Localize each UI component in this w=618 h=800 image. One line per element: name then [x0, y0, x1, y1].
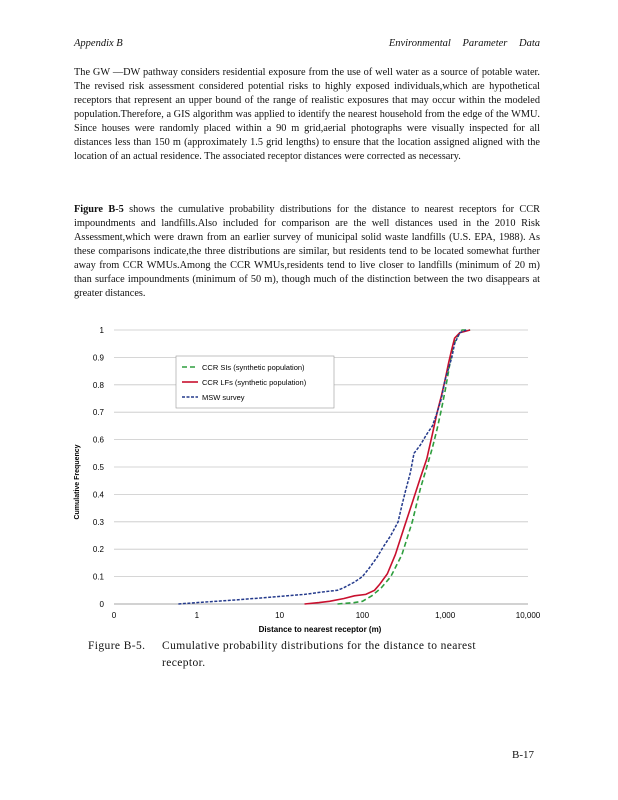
x-tick-label: 1,000: [435, 611, 456, 620]
y-tick-label: 1: [99, 326, 104, 335]
figure-reference: Figure B-5: [74, 204, 124, 215]
y-tick-label: 0.7: [92, 408, 104, 418]
x-tick-label: 1: [194, 611, 200, 620]
y-tick-label: 0.9: [92, 353, 104, 363]
legend-entry: CCR LFs (synthetic population): [202, 378, 307, 387]
paragraph-1: The GW —DW pathway considers residential exposure from the use of well water as a source of potable water. The revised risk assessment considered potential risks to highly exposed individuals,which are hypothetical receptors that represent an upper bound of the range of realistic exposures that may occur within the modeled population.Therefore, a GIS algorithm was applied to identify the nearest household from the edge of the WMU. Since houses were randomly placed within a 90 m grid,aerial photographs were visually inspected for all distances less than 150 m (approximately 1.5 grid lengths) to ensure that the location assigned aligned with the location of an actual residence. The associated receptor distances were corrected as necessary.: [74, 67, 540, 162]
y-tick-label: 0: [99, 600, 104, 609]
page-number: B-17: [512, 749, 534, 761]
x-tick-label: 10,000: [515, 611, 541, 620]
caption-line-2: receptor.: [162, 657, 206, 669]
y-tick-label: 0.4: [92, 490, 104, 500]
paragraph-2: [74, 203, 540, 301]
y-tick-label: 0.3: [92, 517, 104, 527]
y-tick-label: 0.1: [92, 572, 104, 582]
x-tick-label: 100: [355, 611, 370, 620]
legend-entry: MSW survey: [202, 393, 245, 402]
y-tick-label: 0.6: [92, 435, 104, 445]
header-appendix: Appendix B: [74, 38, 123, 49]
y-tick-label: 0.8: [92, 380, 104, 390]
cumulative-frequency-chart: [70, 322, 548, 634]
x-axis-ticks: [112, 611, 541, 620]
paragraph-2-text: shows the cumulative probability distributions for the distance to nearest receptors for CCR impoundments and landfills.Also included for comparison are the well distances used in the 2010 Risk Assessment,which were drawn from an earlier survey of municipal solid waste landfills (U.S. EPA, 1988). As these comparisons indicate,the three distributions are similar, but residents tend to be located somewhat further away from CCR WMUs.Among the CCR WMUs,residents tend to live closer to landfills (minimum of 20 m) than surface impoundments (minimum of 50 m), though much of the distinction between the two disappears at greater distances.: [74, 204, 541, 299]
x-tick-label: 0: [111, 611, 117, 620]
y-axis-label: Cumulative Frequency: [74, 444, 81, 520]
chart-legend: [176, 356, 334, 408]
caption-line-1: Cumulative probability distributions for the distance to nearest: [162, 640, 476, 652]
figure-caption: [88, 638, 540, 672]
page-header: [74, 38, 540, 52]
y-tick-label: 0.2: [92, 545, 104, 555]
y-axis-ticks: [93, 326, 105, 609]
x-tick-label: 10: [275, 611, 285, 620]
header-section-title: Environmental Parameter Data: [388, 38, 540, 49]
caption-label: Figure B-5.: [88, 640, 146, 652]
x-axis-label: Distance to nearest receptor (m): [258, 625, 382, 634]
legend-entry: CCR SIs (synthetic population): [202, 363, 305, 372]
y-tick-label: 0.5: [92, 463, 104, 472]
